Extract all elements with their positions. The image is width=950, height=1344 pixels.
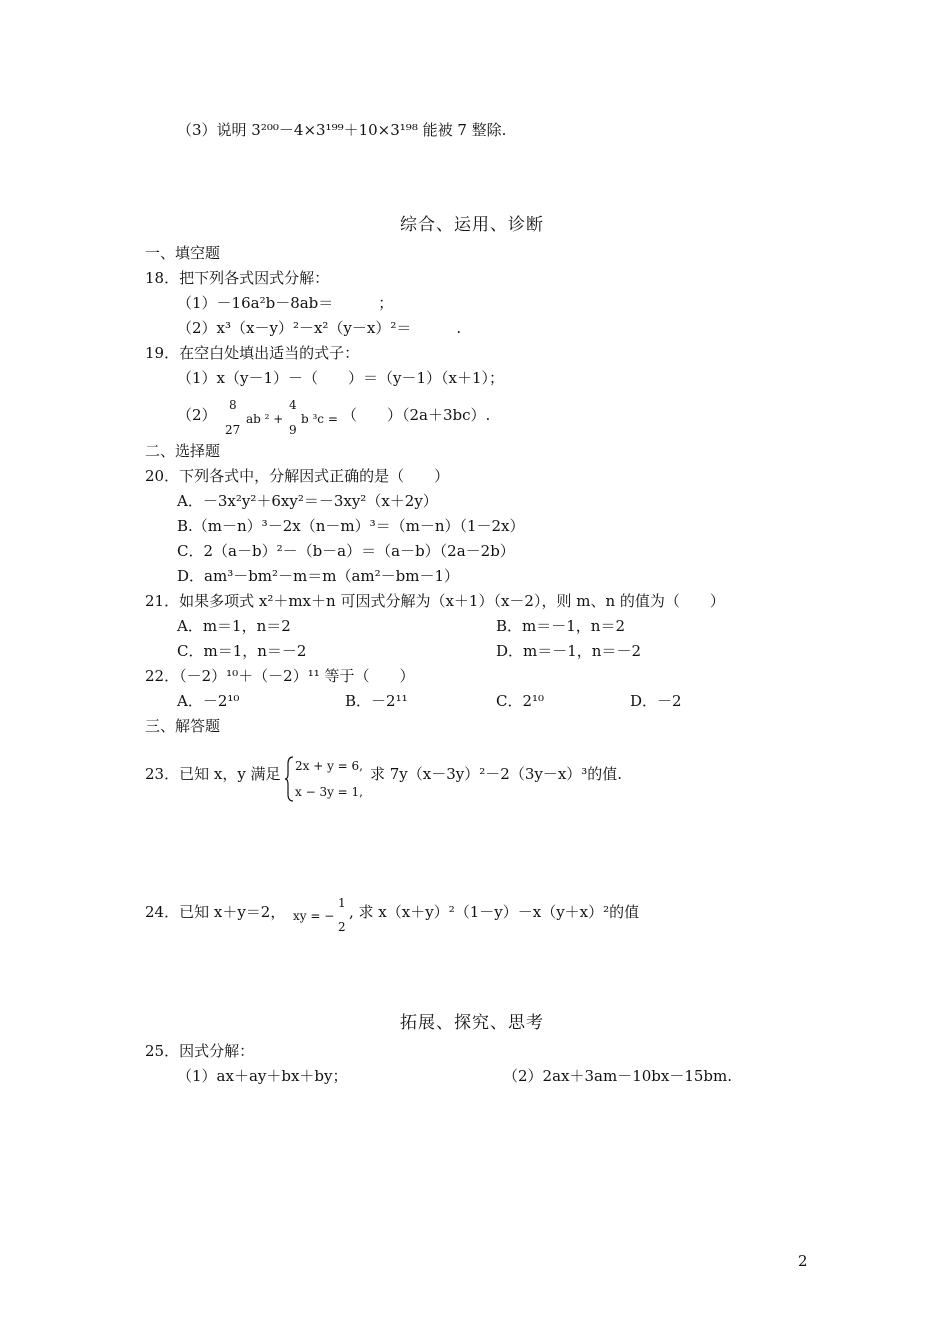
q22-option-b: B．－2¹¹ xyxy=(345,692,408,710)
q25-part2: （2）2ax＋3am－10bx－15bm. xyxy=(503,1067,733,1085)
q19-fraction1-numerator: 8 xyxy=(229,398,237,412)
q23-suffix: 求 7y（x－3y）²－2（3y－x）³的值. xyxy=(370,765,623,783)
section-title-extension: 拓展、探究、思考 xyxy=(400,1013,544,1033)
section-title-comprehensive: 综合、运用、诊断 xyxy=(400,215,544,235)
q19-term1: ab ² + xyxy=(246,412,284,426)
part-heading-choice: 二、选择题 xyxy=(145,442,221,460)
q21-option-c: C．m＝1，n＝－2 xyxy=(177,642,307,660)
q20-stem: 20．下列各式中，分解因式正确的是（ ） xyxy=(145,467,450,485)
q24-xy: xy = − xyxy=(293,909,335,923)
system-brace-icon xyxy=(284,756,294,802)
q18-stem: 18．把下列各式因式分解： xyxy=(145,269,330,287)
part-heading-fill-blank: 一、填空题 xyxy=(145,244,221,262)
q18-part2: （2）x³（x－y）²－x²（y－x）²＝ . xyxy=(177,319,462,337)
q19-stem: 19．在空白处填出适当的式子： xyxy=(145,344,360,362)
q19-fraction1-denominator: 27 xyxy=(225,423,241,437)
q19-term2: b ³c = xyxy=(301,412,338,426)
q20-option-d: D．am³－bm²－m＝m（am²－bm－1） xyxy=(177,567,460,585)
q19-part2-suffix: （ ）（2a＋3bc）. xyxy=(342,406,491,424)
q25-stem: 25．因式分解： xyxy=(145,1042,255,1060)
page-number: 2 xyxy=(798,1252,808,1270)
q20-option-a: A．－3x²y²＋6xy²＝－3xy²（x＋2y） xyxy=(177,492,438,510)
q20-option-c: C．2（a－b）²－（b－a）＝（a－b）（2a－2b） xyxy=(177,542,515,560)
q24-suffix: , 求 x（x＋y）²（1－y）－x（y＋x）²的值 xyxy=(349,903,640,921)
q21-stem: 21．如果多项式 x²＋mx＋n 可因式分解为（x＋1）（x－2），则 m、n 的值为（ ） xyxy=(145,592,725,610)
q22-option-d: D．－2 xyxy=(630,692,682,710)
q20-option-b: B.（m－n）³－2x（n－m）³＝（m－n）（1－2x） xyxy=(177,517,525,535)
part-heading-solve: 三、解答题 xyxy=(145,717,221,735)
q19-fraction2-denominator: 9 xyxy=(289,423,297,437)
q23-prefix: 23．已知 x，y 满足 xyxy=(145,765,281,783)
q24-prefix: 24．已知 x＋y＝2， xyxy=(145,903,286,921)
q23-equation2: x − 3y = 1, xyxy=(295,785,363,799)
q25-part1: （1）ax＋ay＋bx＋by； xyxy=(177,1067,348,1085)
q21-option-b: B．m＝－1，n＝2 xyxy=(496,617,625,635)
q21-option-a: A．m＝1，n＝2 xyxy=(177,617,291,635)
q22-option-c: C．2¹⁰ xyxy=(496,692,545,710)
q23-equation1: 2x + y = 6, xyxy=(295,759,363,773)
q24-fraction-numerator: 1 xyxy=(338,896,346,910)
prev-item-3: （3）说明 3²⁰⁰－4×3¹⁹⁹＋10×3¹⁹⁸ 能被 7 整除. xyxy=(177,121,507,139)
q19-fraction2-numerator: 4 xyxy=(289,398,297,412)
q18-part1: （1）－16a²b－8ab＝ ； xyxy=(177,294,394,312)
q24-fraction-denominator: 2 xyxy=(338,920,346,934)
q21-option-d: D．m＝－1，n＝－2 xyxy=(496,642,641,660)
q19-part1: （1）x（y－1）－（ ）＝（y－1）（x＋1）； xyxy=(177,369,505,387)
q22-option-a: A．－2¹⁰ xyxy=(177,692,240,710)
q19-part2-prefix: （2） xyxy=(177,406,217,424)
q22-stem: 22．（－2）¹⁰＋（－2）¹¹ 等于（ ） xyxy=(145,667,415,685)
